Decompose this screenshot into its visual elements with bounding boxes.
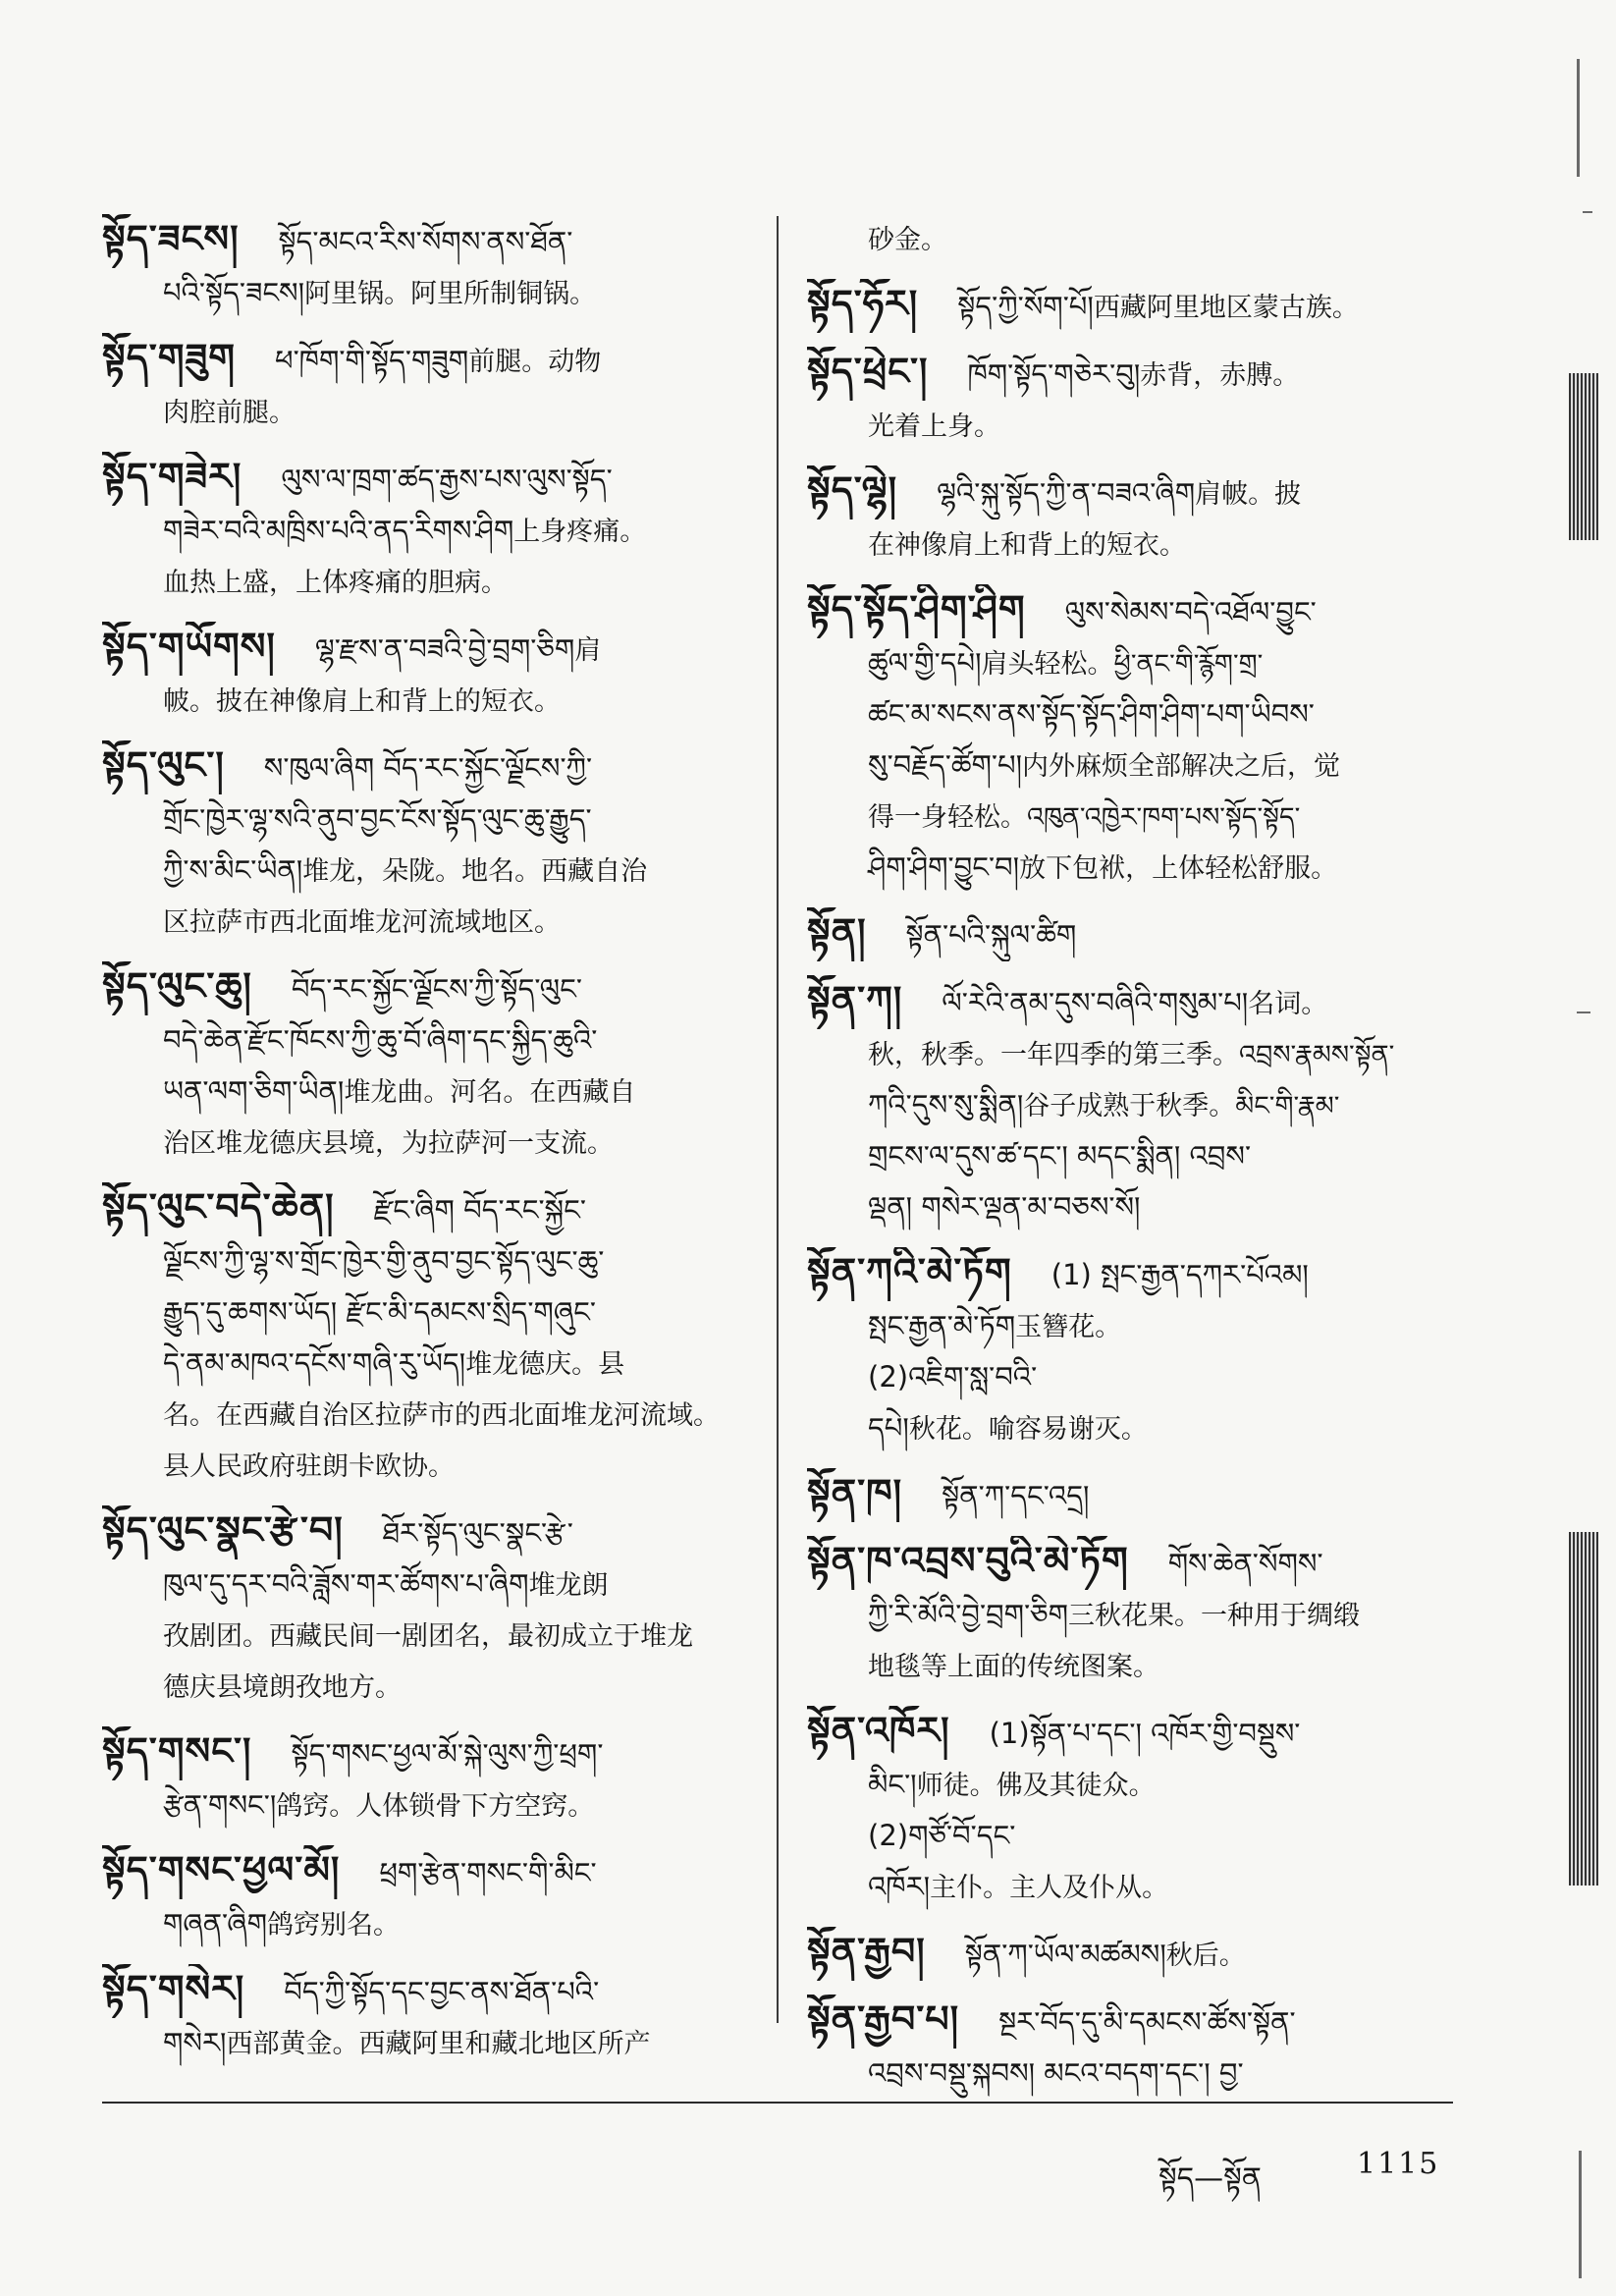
entry-line [807,1301,1455,1352]
tibetan-text: ཤིག་ཤིག་བྱུང་བ། [868,850,1020,884]
tibetan-text: (1) སྤང་རྒྱན་དཀར་པོའམ། [1050,1258,1309,1291]
entry-line [807,975,1455,1029]
chinese-gloss: 玉簪花。 [1015,1312,1122,1342]
dictionary-entry [807,975,1455,1233]
entry-line [807,1641,1455,1692]
entry-line [102,1236,758,1287]
entry-headword: སྟོན་ཁ། [807,1471,903,1514]
tibetan-text: སུ་བརྗོད་ཚོག་པ། [868,748,1023,782]
chinese-gloss: 秋后。 [1165,1941,1246,1971]
entry-line [102,1339,758,1390]
chinese-gloss: 肩头轻松。ཕྱི་ནང་གི་རྙོག་གྲ་ [981,649,1264,680]
entry-line [807,740,1455,792]
entry-line [807,1811,1455,1862]
chinese-gloss: 砂金。 [868,225,947,255]
dictionary-entry [102,740,758,948]
tibetan-text: སྟོད་གསང་ཕྱལ་མོ་སྐེ་ལུས་ཀྱི་ཕྲག་ [291,1737,604,1771]
entry-headword: སྟོད་ལྷེ། [807,468,898,512]
dictionary-entry [102,1845,758,1950]
dictionary-entry [102,1182,758,1492]
chinese-gloss: 放下包袱，上体轻松舒服。 [1019,853,1338,884]
tibetan-text: སྟོན་ཀ་དང་འདྲ། [942,1479,1090,1512]
entry-headword: སྟོད་གཟེར། [102,455,242,498]
scan-edge-mark [1579,2151,1582,2278]
entry-line [102,1015,758,1066]
entry-line [807,638,1455,689]
running-head: སྟོད—སྟོན [1158,2161,1262,2196]
column-divider [777,216,779,2023]
tibetan-text: ཀྱི་ས་མིང་ཡིན། [163,853,303,887]
chinese-gloss: 得一身轻松。འཁུན་འཁྱེར་ཁག་པས་སྟོད་སྟོད་ [868,802,1301,833]
tibetan-text: འཁོར། [868,1870,931,1903]
tibetan-text: སྤང་རྒྱན་མེ་ཏོག [868,1309,1016,1342]
chinese-gloss: 上身疼痛。 [513,517,647,547]
entry-line [807,1352,1455,1403]
chinese-gloss: 肉腔前腿。 [163,398,296,428]
entry-line [807,465,1455,519]
chinese-gloss: 名。在西藏自治区拉萨市的西北面堆龙河流域。 [163,1400,720,1431]
chinese-gloss: 堆龙德庆。县 [465,1349,625,1380]
entry-line [102,1964,758,2018]
entry-headword: སྟོད་ཧོར། [807,282,919,325]
entry-headword: སྟོན་ཀ། [807,978,903,1021]
chinese-gloss: 鸽窍。人体锁骨下方空窍。 [276,1791,595,1822]
entry-line [102,961,758,1015]
dictionary-entry [807,584,1455,894]
entry-headword: སྟོན་ཁ་འབྲས་བུའི་མེ་ཏོག [807,1539,1129,1582]
entry-line [102,214,758,268]
entry-line [807,1760,1455,1811]
tibetan-text: ལོ་རེའི་ནམ་དུས་བཞིའི་གསུམ་པ། [942,986,1249,1019]
entry-line [102,1662,758,1713]
dictionary-entry [807,1247,1455,1454]
chinese-gloss: 三秋花果。一种用于绸缎 [1068,1601,1361,1631]
chinese-gloss: 治区堆龙德庆县境，为拉萨河一支流。 [163,1128,614,1159]
chinese-gloss: 主仆。主人及仆从。 [930,1873,1169,1903]
tibetan-text: ཡན་ལག་ཅིག་ཡིན། [163,1074,345,1108]
chinese-gloss: 堆龙朗 [528,1570,609,1601]
entry-line [807,347,1455,401]
dictionary-entry [102,1726,758,1831]
entry-line [807,1080,1455,1131]
entry-line [102,1182,758,1236]
scan-edge-mark [1583,211,1592,213]
entry-line [807,1131,1455,1182]
chinese-gloss: 孜剧团。西藏民间一剧团名，最初成立于堆龙 [163,1621,693,1652]
scan-binding-strip [1569,373,1598,540]
entry-headword: སྟོད་ལུང་བདེ་ཆེན། [102,1185,335,1229]
chinese-gloss: 在神像肩上和背上的短衣。 [868,530,1186,561]
entry-line [807,1536,1455,1590]
entry-headword: སྟོད་ལུང་སྣང་རྩེ་བ། [102,1508,344,1552]
tibetan-text: ཁུལ་དུ་དར་བའི་ཟློས་གར་ཚོགས་པ་ཞིག [163,1567,529,1601]
chinese-gloss: 名词。 [1248,989,1328,1019]
tibetan-text: བདེ་ཆེན་རྫོང་ཁོངས་ཀྱི་ཆུ་བོ་ཞིག་དང་སྐྱིད་ཆུའི་ [163,1023,598,1057]
tibetan-text: གཞན་ཞིག [163,1907,267,1941]
entry-line [807,279,1455,333]
tibetan-text: (2)གཙོ་བོ་དང་ [868,1819,1016,1852]
entry-line [807,1403,1455,1454]
entry-line [102,1287,758,1339]
dictionary-entry [807,465,1455,571]
right-column [807,214,1455,2113]
scan-edge-mark [1577,1011,1590,1013]
footer-rule [102,2102,1453,2104]
tibetan-text: ཕ་ཁོག་གི་སྟོད་གཟུག [275,344,469,377]
entry-line [102,1611,758,1662]
scan-edge-mark [1577,59,1580,177]
entry-line [102,794,758,846]
entry-line [102,1390,758,1441]
entry-line [102,1899,758,1950]
entry-line [807,1706,1455,1760]
entry-line [807,1995,1455,2049]
entry-headword: སྟོད་ལུང་། [102,743,225,787]
chinese-gloss: 秋，秋季。一年四季的第三季。འབྲས་རྣམས་སྟོན་ [868,1040,1395,1070]
entry-line [807,689,1455,740]
entry-headword: སྟོད་གསེར། [102,1967,245,2010]
entry-headword: སྟོད་ཕྲེང་། [807,350,929,393]
chinese-gloss: 前腿。动物 [468,347,602,377]
entry-line [807,1590,1455,1641]
tibetan-text: ལྷའི་སྐུ་སྟོད་ཀྱི་ན་བཟའ་ཞིག [937,476,1196,510]
tibetan-text: ཐོར་སྟོད་ལུང་སྣང་རྩེ་ [382,1516,573,1550]
dictionary-entry [102,1964,758,2069]
tibetan-text: ལུས་སེམས་བདེ་འཐོལ་བྱུང་ [1064,595,1317,629]
entry-line [102,1066,758,1118]
entry-line [807,1468,1455,1522]
tibetan-text: ཚང་མ་སངས་ནས་སྟོད་སྟོད་ཤིག་ཤིག་པག་ཡིབས་ [868,697,1315,731]
entry-headword: སྟོད་གཟུག [102,336,236,379]
tibetan-text: སྟོད་མངའ་རིས་སོགས་ནས་ཐོན་ [278,225,573,258]
chinese-gloss: 赤背，赤膊。 [1140,360,1300,391]
entry-line [807,214,1455,265]
entry-line [102,740,758,794]
chinese-gloss: 师徒。佛及其徒众。 [916,1771,1156,1801]
entry-line [102,1780,758,1831]
entry-line [102,1118,758,1169]
tibetan-text: (2)འཇིག་སླ་བའི་ [868,1360,1038,1394]
dictionary-entry [807,907,1455,961]
chinese-gloss: 区拉萨市西北面堆龙河流域地区。 [163,907,561,938]
entry-line [807,1029,1455,1080]
entry-line [102,2018,758,2069]
dictionary-entry [102,333,758,438]
tibetan-text: ལྡན། གསེར་ལྡན་མ་བཅས་སོ། [868,1190,1141,1224]
dictionary-entry [807,1995,1455,2100]
chinese-gloss: 堆龙，朵陇。地名。西藏自治 [302,856,648,887]
chinese-gloss: 堆龙曲。河名。在西藏自 [344,1077,636,1108]
tibetan-text: (1)སྟོན་པ་དང་། འཁོར་གྱི་བསྡུས་ [989,1717,1301,1750]
entry-headword: སྟོན་ཀའི་མེ་ཏོག [807,1250,1012,1293]
entry-line [807,584,1455,638]
dictionary-entry [807,1927,1455,1981]
dictionary-entry [807,279,1455,333]
entry-line [807,1182,1455,1233]
tibetan-text: དེ་ནམ་མཁའ་དངོས་གཞི་རུ་ཡོད། [163,1346,466,1380]
chinese-gloss: 肩帔。披 [1195,479,1302,510]
dictionary-entry [102,1505,758,1713]
entry-headword: སྟོད་གསང་ཕྱལ་མོ། [102,1848,341,1891]
entry-line [102,1441,758,1492]
dictionary-entry [807,1536,1455,1692]
dictionary-entry [807,214,1455,265]
chinese-gloss: 光着上身。 [868,411,1000,442]
entry-line [102,1559,758,1611]
tibetan-text: ས་ཁུལ་ཞིག བོད་རང་སྐྱོང་ལྗོངས་ཀྱི་ [263,751,593,785]
tibetan-text: སྟོན་པའི་སྐུལ་ཚིག [905,918,1077,952]
chinese-gloss: 阿里锅。阿里所制铜锅。 [304,279,597,309]
entry-line [102,268,758,319]
chinese-gloss: 县人民政府驻朗卡欧协。 [163,1451,455,1482]
entry-headword: སྟོད་ལུང་ཆུ། [102,964,252,1008]
entry-headword: སྟོད་གཡོགས། [102,625,276,668]
chinese-gloss: 内外麻烦全部解决之后，觉 [1022,751,1341,782]
tibetan-text: གཟེར་བའི་མཁྲིས་པའི་ནད་རིགས་ཤིག [163,514,514,547]
entry-line [102,676,758,727]
chinese-gloss: 西部黄金。西藏阿里和藏北地区所产 [226,2029,651,2059]
entry-line [102,452,758,506]
tibetan-text: མིང་། [868,1768,917,1801]
entry-headword: སྟོན། [807,910,867,954]
chinese-gloss: 德庆县境朗孜地方。 [163,1672,402,1703]
entry-line [102,846,758,897]
entry-line [102,1505,758,1559]
entry-line [807,792,1455,843]
tibetan-text: ལྗོངས་ཀྱི་ལྷ་ས་གྲོང་ཁྱེར་གྱི་ནུབ་བྱང་སྟོད་ལུང་ཆུ་ [163,1244,605,1278]
chinese-gloss: 帔。披在神像肩上和背上的短衣。 [163,686,561,717]
entry-headword: སྟོད་སྟོད་ཤིག་ཤིག [807,587,1026,630]
tibetan-text: གྲངས་ལ་དུས་ཚ་དང་། མདང་སྨིན། འབྲས་ [868,1139,1252,1173]
entry-line [807,1862,1455,1913]
entry-headword: སྟོན་འཁོར། [807,1709,950,1752]
scan-binding-strip [1569,1532,1598,1886]
chinese-gloss: 血热上盛，上体疼痛的胆病。 [163,568,508,598]
entry-line [102,1845,758,1899]
entry-line [102,387,758,438]
dictionary-entry [807,1468,1455,1522]
tibetan-text: རྩེན་གསང་། [163,1788,277,1822]
tibetan-text: ལུས་ལ་ཁྲག་ཚད་རྒྱས་པས་ལུས་སྟོད་ [281,463,613,496]
dictionary-entry [102,214,758,319]
tibetan-text: ཚུལ་གྱི་དཔེ། [868,646,982,680]
entry-line [102,333,758,387]
entry-headword: སྟོད་ཟངས། [102,217,240,260]
dictionary-entry [102,961,758,1169]
tibetan-text: རྒྱུད་དུ་ཆགས་ཡོད། རྫོང་མི་དམངས་སྲིད་གཞུང་ [163,1295,596,1329]
chinese-gloss: 鸽窍别名。 [267,1910,400,1941]
entry-line [807,907,1455,961]
tibetan-text: པའི་སྟོད་ཟངས། [163,276,305,309]
entry-line [102,506,758,557]
entry-line [102,557,758,608]
tibetan-text: སྟོན་ཀ་ཡོལ་མཚམས། [964,1938,1166,1971]
entry-line [807,1927,1455,1981]
tibetan-text: ཀྱི་རི་མོའི་བྱེ་བྲག་ཅིག [868,1598,1069,1631]
entry-line [807,843,1455,894]
dictionary-entry [807,347,1455,452]
entry-line [807,401,1455,452]
tibetan-text: ཀའི་དུས་སུ་སྨིན། [868,1088,1024,1121]
entry-line [807,519,1455,571]
tibetan-text: གོས་ཆེན་སོགས་ [1167,1547,1323,1580]
tibetan-text: སྔར་བོད་དུ་མི་དམངས་ཚོས་སྟོན་ [998,2005,1296,2039]
page-number: 1115 [1357,2147,1440,2181]
tibetan-text: རྫོང་ཞིག བོད་རང་སྐྱོང་ [373,1193,586,1227]
tibetan-text: དཔེ། [868,1411,909,1445]
chinese-gloss: 地毯等上面的传统图案。 [868,1652,1159,1682]
entry-line [102,897,758,948]
chinese-gloss: 秋花。喻容易谢灭。 [908,1414,1148,1445]
tibetan-text: སྟོད་ཀྱི་སོག་པོ། [957,290,1094,323]
dictionary-entry [102,452,758,608]
dictionary-entry [807,1706,1455,1913]
left-column [102,214,758,2083]
tibetan-text: ལྷ་རྫས་ན་བཟའི་བྱེ་བྲག་ཅིག [314,632,575,666]
entry-line [102,622,758,676]
tibetan-text: གྲོང་ཁྱེར་ལྷ་སའི་ནུབ་བྱང་ངོས་སྟོད་ལུང་ཆུ་རྒྱུད་ [163,802,592,836]
entry-line [807,2049,1455,2100]
tibetan-text: འབྲས་བསྡུ་སྐབས། མངའ་བདག་དང་། བྱ་ [868,2056,1244,2090]
tibetan-text: བོད་རང་སྐྱོང་ལྗོངས་ཀྱི་སྟོད་ལུང་ [291,972,582,1006]
entry-headword: སྟོན་རྒྱབ་པ། [807,1997,960,2041]
chinese-gloss: 肩 [574,635,602,666]
entry-headword: སྟོད་གསང་། [102,1729,252,1773]
entry-line [102,1726,758,1780]
tibetan-text: ཁོག་སྟོད་གཅེར་བུ། [967,357,1141,391]
chinese-gloss: 西藏阿里地区蒙古族。 [1093,293,1359,323]
chinese-gloss: 谷子成熟于秋季。མིང་གི་རྣམ་ [1023,1091,1340,1121]
entry-line [807,1247,1455,1301]
tibetan-text: ཕྲག་རྩེན་གསང་གི་མིང་ [379,1856,597,1889]
tibetan-text: གསེར། [163,2026,227,2059]
tibetan-text: བོད་ཀྱི་སྟོད་དང་བྱང་ནས་ཐོན་པའི་ [284,1975,600,2008]
entry-headword: སྟོན་རྒྱབ། [807,1930,926,1973]
dictionary-entry [102,622,758,727]
